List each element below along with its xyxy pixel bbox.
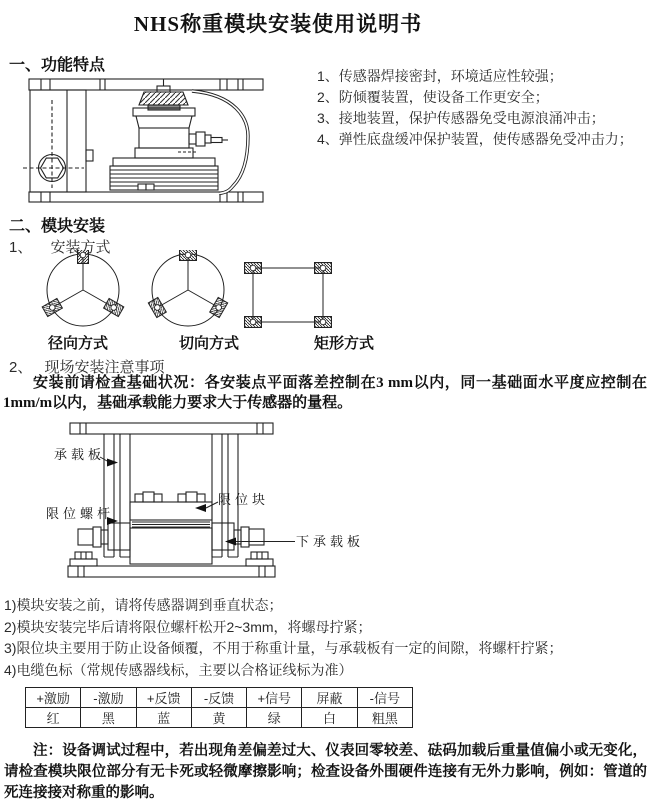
install-method-label: 安装方式 bbox=[50, 239, 111, 256]
label-lower-plate: 下承载板 bbox=[296, 534, 365, 549]
tangential-layout-diagram bbox=[148, 250, 227, 326]
cable-table-header-cell: -激励 bbox=[81, 688, 136, 708]
method-label-tangential: 切向方式 bbox=[178, 336, 239, 352]
cable-table-header-cell: -信号 bbox=[357, 688, 412, 708]
footer-note: 注：设备调试过程中，若出现角差偏差过大、仪表回零较差、砝码加载后重量值偏小或无变化，请检查模块限位部分有无卡死或轻微摩擦影响；检查设备外围硬件连接有无外力影响，例如：管道的死连接接对称重的影响。 bbox=[4, 743, 647, 801]
method-label-rectangular: 矩形方式 bbox=[313, 336, 374, 352]
site-notes-label: 现场安装注意事项 bbox=[44, 359, 165, 376]
feature-item: 1、传感器焊接密封，环境适应性较强； bbox=[317, 68, 563, 84]
sensor-block bbox=[130, 492, 212, 564]
anti-tip-column bbox=[23, 90, 93, 192]
cable-table-color-cell: 绿 bbox=[247, 708, 302, 728]
cable-table-color-cell: 蓝 bbox=[136, 708, 191, 728]
rectangular-layout-diagram bbox=[245, 263, 332, 328]
bottom-plate bbox=[29, 192, 263, 202]
label-upper-plate: 承载板 bbox=[54, 447, 106, 462]
cable-table-header-cell: 屏蔽 bbox=[302, 688, 357, 708]
feature-item: 3、接地装置，保护传感器免受电源浪涌冲击； bbox=[317, 110, 605, 126]
site-check-paragraph: 安装前请检查基础状况：各安装点平面落差控制在3 mm以内，同一基础面水平度应控制在1mm/m以内，基础承载能力要求大于传感器的量程。 bbox=[3, 375, 647, 411]
installation-methods-diagram bbox=[40, 250, 340, 334]
page-title: NHS称重模块安装使用说明书 bbox=[133, 12, 423, 36]
cable-table-color-cell: 黄 bbox=[191, 708, 246, 728]
cable-table-color-cell: 红 bbox=[26, 708, 81, 728]
cable-table-color-cell: 黑 bbox=[81, 708, 136, 728]
install-note: 2)模块安装完毕后请将限位螺杆松开2~3mm，将螺母拧紧； bbox=[4, 618, 372, 635]
cable-color-table bbox=[25, 687, 413, 728]
feature-item: 4、弹性底盘缓冲保护装置，使传感器免受冲击力； bbox=[317, 131, 633, 147]
cable-table-header-cell: +激励 bbox=[26, 688, 81, 708]
section-heading-install: 二、模块安装 bbox=[9, 218, 106, 235]
cable-table-color-cell: 粗黑 bbox=[357, 708, 412, 728]
feature-item: 2、防倾覆装置，使设备工作更安全； bbox=[317, 89, 549, 105]
install-method-number: 1、 bbox=[9, 239, 33, 256]
method-label-radial: 径向方式 bbox=[47, 336, 108, 352]
site-notes-number: 2、 bbox=[9, 359, 33, 376]
upper-load-plate bbox=[70, 423, 273, 434]
cable-table-header-cell: -反馈 bbox=[191, 688, 246, 708]
section-heading-features: 一、功能特点 bbox=[9, 57, 106, 74]
install-note: 4)电缆色标（常规传感器线标，主要以合格证线标为准） bbox=[4, 661, 353, 678]
label-limit-block: 限位块 bbox=[218, 492, 270, 507]
cable-table-color-row bbox=[26, 708, 413, 728]
feature-list bbox=[317, 66, 633, 150]
install-note: 3)限位块主要用于防止设备倾覆，不用于称重计量，与承载板有一定的间隙，将螺杆拧紧； bbox=[4, 640, 563, 656]
weighing-module-side-view-drawing bbox=[20, 78, 310, 210]
install-notes bbox=[4, 595, 562, 681]
bellows-base bbox=[110, 158, 218, 190]
cable-table-header-row bbox=[26, 688, 413, 708]
cable-table-color-cell: 白 bbox=[302, 708, 357, 728]
cable-table-header-cell: +信号 bbox=[247, 688, 302, 708]
radial-layout-diagram bbox=[42, 250, 124, 326]
label-limit-screw: 限位螺杆 bbox=[46, 506, 115, 521]
cable-table-header-cell: +反馈 bbox=[136, 688, 191, 708]
top-plate bbox=[29, 79, 263, 90]
lower-load-plate bbox=[68, 566, 275, 577]
install-note: 1)模块安装之前，请将传感器调到垂直状态； bbox=[4, 597, 283, 613]
load-cell bbox=[133, 79, 228, 158]
